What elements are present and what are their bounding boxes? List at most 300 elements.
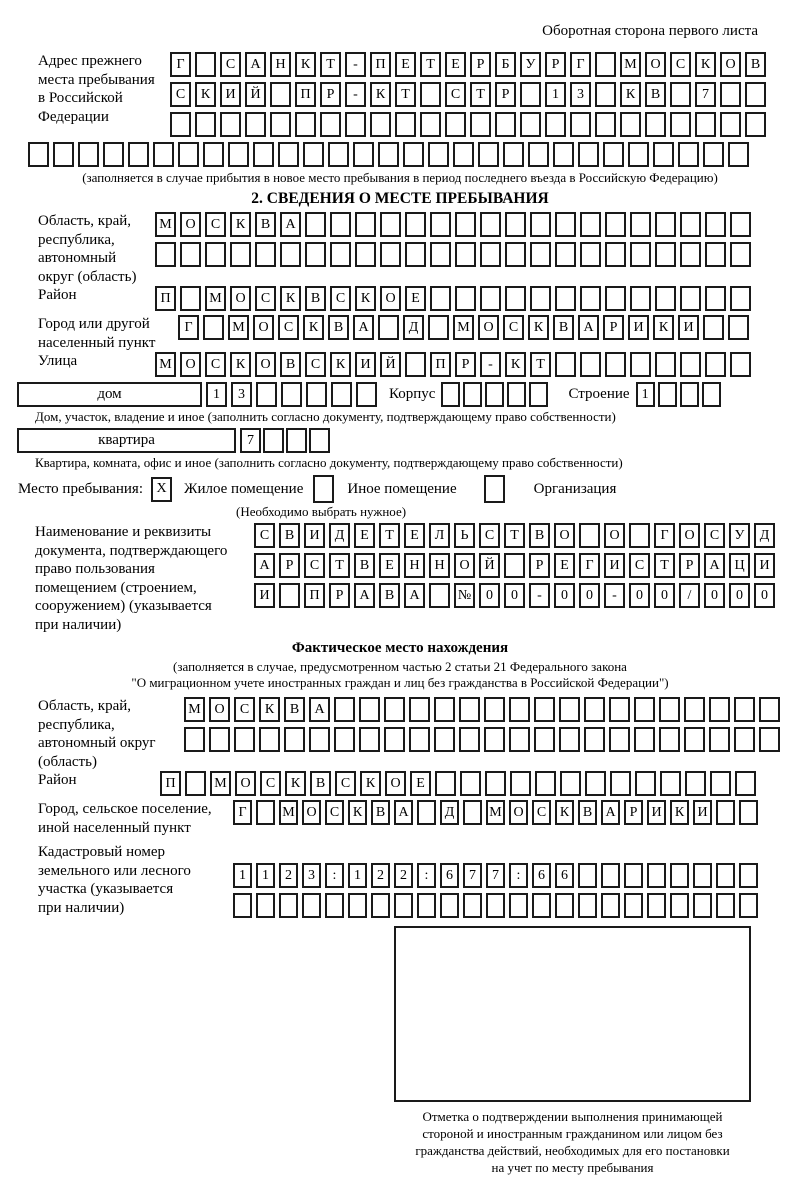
char-box: - [480,352,501,377]
char-box [730,286,751,311]
char-box: К [695,52,716,77]
char-box [233,893,252,918]
char-box: Т [504,523,525,548]
char-box: 3 [570,82,591,107]
actual-location-note-2: "О миграционном учете иностранных граждан и лиц без гражданства в Российской Федерации") [131,675,669,690]
char-box [630,242,651,267]
city-label [38,315,178,352]
actual-location-title: Фактическое место нахождения [291,640,509,656]
char-box [331,382,352,407]
char-box [595,112,616,137]
house-row [17,382,800,407]
char-box: У [520,52,541,77]
stroenie-row [636,382,721,407]
char-box [659,697,680,722]
char-box: 7 [695,82,716,107]
char-box: Й [479,553,500,578]
char-box [220,112,241,137]
text-line: иной населенный пункт [38,819,191,836]
char-box: С [220,52,241,77]
char-box: О [720,52,741,77]
char-box: 7 [463,863,482,888]
char-box [178,142,199,167]
text-line: Город или другой [38,316,150,332]
char-box: К [360,771,381,796]
char-box [670,863,689,888]
char-box: В [745,52,766,77]
char-box: О [554,523,575,548]
char-box: А [309,697,330,722]
char-box [703,142,724,167]
char-box [281,382,302,407]
char-box [430,286,451,311]
char-box [605,212,626,237]
char-box: Е [354,523,375,548]
char-box: С [305,352,326,377]
char-box [728,315,749,340]
char-box [345,112,366,137]
char-box: Г [579,553,600,578]
char-box [485,771,506,796]
char-box: О [454,553,475,578]
char-box: О [604,523,625,548]
stroenie-label: Строение [568,386,630,402]
char-box: К [303,315,324,340]
apartment-footnote: Квартира, комната, офис и иное (заполнить согласно документу, подтверждающему право собственности) [35,455,623,470]
char-box [409,727,430,752]
char-box: 0 [579,583,600,608]
actual-location-note-1: (заполняется в случае, предусмотренном частью 2 статьи 21 Федерального закона [173,659,627,674]
street-block [38,352,800,377]
char-box [703,315,724,340]
char-box: Е [404,523,425,548]
char-box [295,112,316,137]
char-box [553,142,574,167]
char-box: Р [470,52,491,77]
char-box: С [254,523,275,548]
char-box: О [253,315,274,340]
title-document-block [35,523,800,634]
char-box [680,242,701,267]
char-box [655,212,676,237]
char-box [455,242,476,267]
char-box [670,893,689,918]
prev-address-row-3 [170,112,766,137]
char-box: 0 [654,583,675,608]
char-box [441,382,460,407]
char-box [256,893,275,918]
char-box: М [486,800,505,825]
char-box: С [278,315,299,340]
char-box [520,82,541,107]
char-box: И [754,553,775,578]
char-box [730,212,751,237]
char-box [384,697,405,722]
text-line: при наличии) [38,899,125,916]
char-box: С [325,800,344,825]
char-box [359,697,380,722]
cadastral-row-2 [233,893,758,918]
char-box: В [280,352,301,377]
char-box [578,893,597,918]
char-box [680,212,701,237]
text-line: в Российской [38,90,123,106]
char-box [534,697,555,722]
char-box [605,242,626,267]
char-box: Т [654,553,675,578]
char-box [628,142,649,167]
char-box: К [285,771,306,796]
actual-region-block [38,697,800,771]
char-box: Р [679,553,700,578]
stay-type-checkbox-other [313,475,334,503]
char-box: И [304,523,325,548]
char-box: № [454,583,475,608]
char-box: Р [320,82,341,107]
text-line: (область) [38,753,97,770]
char-box [455,286,476,311]
char-box [417,800,436,825]
char-box [610,771,631,796]
char-box [259,727,280,752]
char-box: И [220,82,241,107]
stay-type-checkbox-residential [151,477,172,502]
char-box [279,583,300,608]
char-box [658,382,677,407]
char-box: Р [495,82,516,107]
char-box [434,727,455,752]
char-box: К [370,82,391,107]
char-box: Р [329,583,350,608]
char-box [605,286,626,311]
char-box [559,697,580,722]
char-box [306,382,327,407]
char-box [730,352,751,377]
char-box [428,142,449,167]
char-box: М [210,771,231,796]
char-box: С [205,212,226,237]
char-box [434,697,455,722]
char-box: С [670,52,691,77]
char-box [601,893,620,918]
char-box: В [284,697,305,722]
char-box: А [354,583,375,608]
prev-address-label [38,52,170,126]
char-box: А [578,315,599,340]
char-box [184,727,205,752]
char-box [484,475,505,503]
char-box [428,315,449,340]
char-box: С [335,771,356,796]
char-box: С [330,286,351,311]
char-box [403,142,424,167]
char-box: Р [624,800,643,825]
char-box: О [385,771,406,796]
char-box [509,893,528,918]
char-box [634,697,655,722]
prev-address-rows [170,52,766,137]
char-box [463,382,482,407]
char-box: Й [380,352,401,377]
char-box [279,893,298,918]
char-box: Н [270,52,291,77]
actual-district-label: Район [38,772,77,788]
char-box: Т [470,82,491,107]
char-box: Д [403,315,424,340]
char-box: 7 [240,428,261,453]
korpus-label: Корпус [389,386,436,402]
char-box [495,112,516,137]
char-box [504,553,525,578]
char-box [520,112,541,137]
char-box: Н [404,553,425,578]
char-box [647,893,666,918]
char-box [394,893,413,918]
char-box [720,82,741,107]
char-box: Т [379,523,400,548]
char-box [655,242,676,267]
char-box: О [255,352,276,377]
char-box [580,286,601,311]
char-box: Д [754,523,775,548]
char-box [735,771,756,796]
char-box [155,242,176,267]
text-line: помещением (строением, [35,579,197,596]
char-box [305,242,326,267]
char-box: Е [410,771,431,796]
char-box: С [479,523,500,548]
actual-city-block [38,800,800,837]
cadastral-block [38,843,800,918]
text-line: автономный округ [38,735,156,751]
char-box [440,893,459,918]
char-box: 3 [302,863,321,888]
char-box: О [180,212,201,237]
char-box: Е [395,52,416,77]
char-box [256,800,275,825]
char-box [653,142,674,167]
title-document-rows [254,523,775,608]
char-box: М [184,697,205,722]
char-box: В [578,800,597,825]
char-box: М [228,315,249,340]
char-box: А [245,52,266,77]
text-line: стороной и иностранным гражданином или лицом без [422,1126,723,1141]
char-box: И [628,315,649,340]
char-box [534,727,555,752]
char-box: 0 [704,583,725,608]
char-box [270,82,291,107]
char-box [578,863,597,888]
char-box [530,212,551,237]
char-box [710,771,731,796]
korpus-row [441,382,548,407]
char-box [309,428,330,453]
char-box [355,242,376,267]
char-box [278,142,299,167]
char-box [585,771,606,796]
char-box [463,800,482,825]
char-box [720,112,741,137]
char-box [535,771,556,796]
char-box [103,142,124,167]
char-box [420,112,441,137]
char-box [528,142,549,167]
district-block [38,286,800,311]
char-box [620,112,641,137]
char-box: / [679,583,700,608]
char-box [595,82,616,107]
char-box [684,697,705,722]
char-box: О [235,771,256,796]
text-line: Город, сельское поселение, [38,801,212,817]
char-box: П [160,771,181,796]
char-box: Й [245,82,266,107]
char-box [709,697,730,722]
char-box: К [653,315,674,340]
text-line: республика, [38,716,115,733]
text-line: населенный пункт [38,334,156,351]
char-box: А [353,315,374,340]
char-box [280,242,301,267]
char-box: 1 [233,863,252,888]
char-box [370,112,391,137]
char-box: Т [395,82,416,107]
char-box [470,112,491,137]
char-box: Т [530,352,551,377]
char-box: Ь [454,523,475,548]
char-box: В [354,553,375,578]
char-box [578,142,599,167]
char-box [405,212,426,237]
char-box: В [529,523,550,548]
char-box [480,286,501,311]
char-box [705,212,726,237]
char-box: 2 [394,863,413,888]
char-box: Г [233,800,252,825]
char-box [739,893,758,918]
char-box [634,727,655,752]
char-box [532,893,551,918]
char-box [630,212,651,237]
prev-address-row-4 [28,142,800,167]
text-line: земельного или лесного [38,862,191,879]
char-box: К [555,800,574,825]
title-document-row-3 [254,583,775,608]
char-box: М [155,212,176,237]
char-box [478,142,499,167]
char-box: О [679,523,700,548]
stay-type-footnote: (Необходимо выбрать нужное) [236,504,407,519]
char-box [205,242,226,267]
text-line: автономный [38,250,117,266]
char-box [705,352,726,377]
char-box: С [260,771,281,796]
char-box [256,382,277,407]
char-box [609,727,630,752]
char-box [739,863,758,888]
char-box [195,52,216,77]
char-box [709,727,730,752]
char-box [579,523,600,548]
district-row [155,286,751,311]
char-box: И [355,352,376,377]
char-box: Е [554,553,575,578]
char-box [417,893,436,918]
stay-type-option-organization: Организация [533,480,617,497]
region-row-2 [155,242,751,267]
char-box [303,142,324,167]
stay-type-label: Место пребывания: [18,480,143,497]
char-box [629,523,650,548]
char-box [459,697,480,722]
char-box [630,286,651,311]
char-box [435,771,456,796]
char-box [28,142,49,167]
char-box: 0 [629,583,650,608]
char-box: А [704,553,725,578]
char-box [234,727,255,752]
char-box [420,82,441,107]
char-box: С [503,315,524,340]
char-box [485,382,504,407]
char-box: С [255,286,276,311]
char-box: Р [545,52,566,77]
char-box [228,142,249,167]
char-box: Е [379,553,400,578]
registration-stamp-box [394,926,751,1102]
house-number-row [206,382,377,407]
char-box [680,382,699,407]
char-box [459,727,480,752]
char-box: Г [178,315,199,340]
char-box [605,352,626,377]
char-box [284,727,305,752]
char-box [313,475,334,503]
char-box: 0 [754,583,775,608]
char-box [603,142,624,167]
text-line: республика, [38,231,115,248]
char-box: Г [170,52,191,77]
char-box [463,893,482,918]
char-box [380,212,401,237]
char-box [645,112,666,137]
char-box: М [453,315,474,340]
region-rows [155,212,751,267]
text-line: места пребывания [38,71,155,88]
char-box [503,142,524,167]
char-box [655,286,676,311]
city-row [178,315,749,340]
char-box [716,863,735,888]
char-box: О [302,800,321,825]
char-box [505,286,526,311]
char-box: Н [429,553,450,578]
char-box: С [629,553,650,578]
char-box: К [330,352,351,377]
char-box: 0 [729,583,750,608]
char-box [445,112,466,137]
apartment-field-box: квартира [17,428,236,453]
char-box: К [230,352,251,377]
char-box: К [620,82,641,107]
char-box [356,382,377,407]
char-box [728,142,749,167]
char-box: К [528,315,549,340]
char-box [559,727,580,752]
house-field-box: дом [17,382,202,407]
char-box: Т [420,52,441,77]
